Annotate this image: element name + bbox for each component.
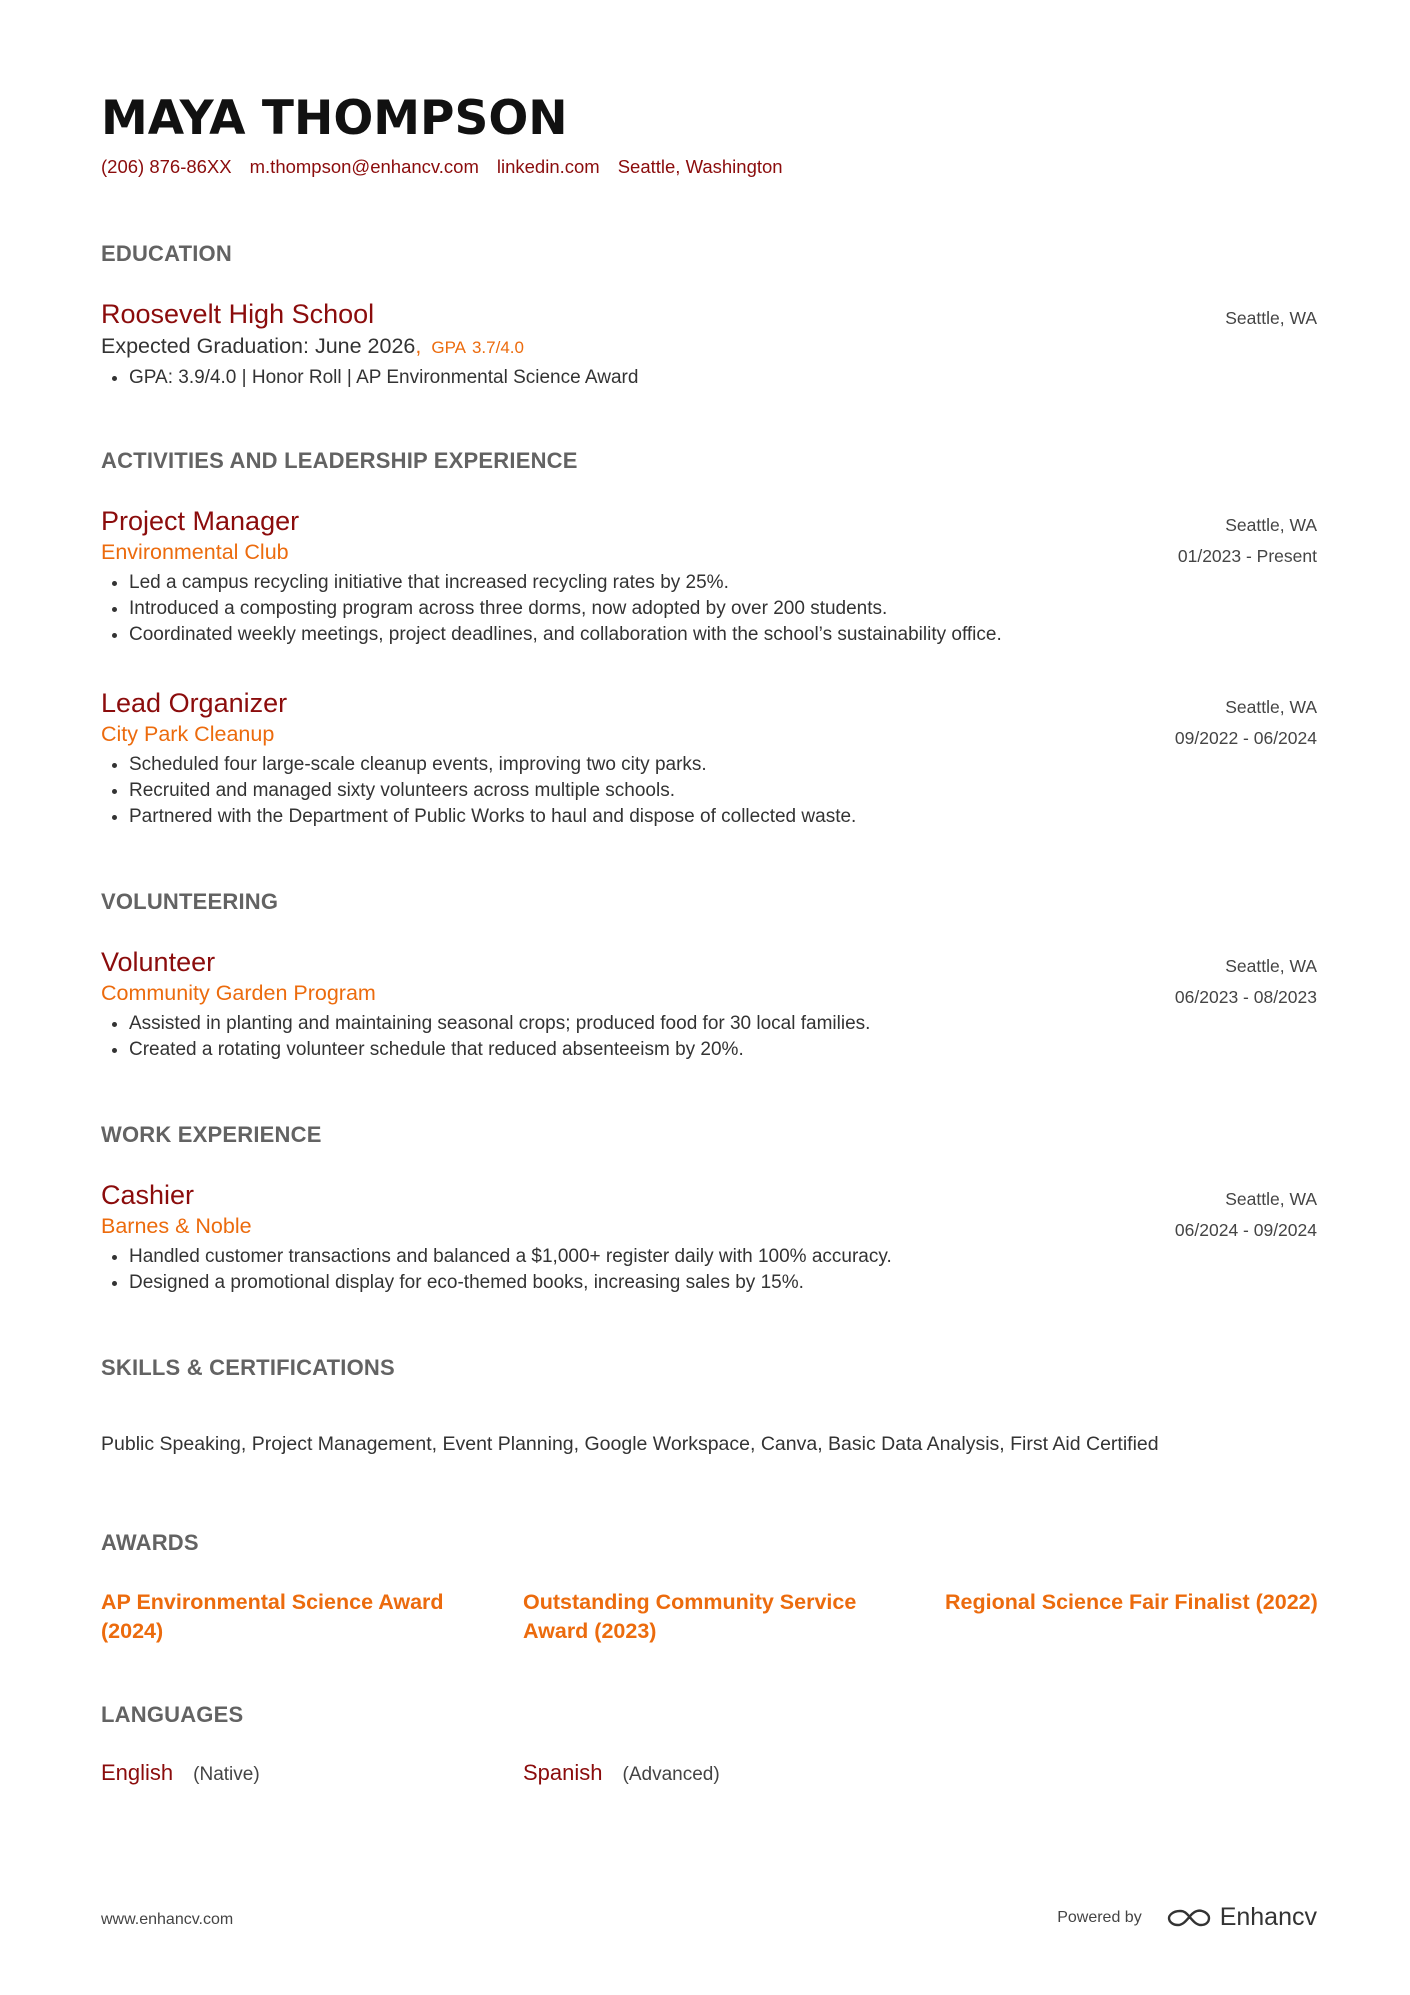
footer-website[interactable]: www.enhancv.com bbox=[101, 1911, 234, 1928]
list-item: • Introduced a composting program across three dorms, now adopted by over 200 students. bbox=[129, 596, 1317, 622]
list-item: • GPA: 3.9/4.0 | Honor Roll | AP Environmental Science Award bbox=[129, 365, 1317, 391]
skill-item: Basic Data Analysis, bbox=[828, 1433, 1011, 1455]
activity-entry bbox=[101, 686, 1317, 829]
award-item: AP Environmental Science Award (2024) bbox=[101, 1590, 444, 1643]
education-heading: EDUCATION bbox=[101, 241, 232, 266]
skill-item: Google Workspace, bbox=[584, 1433, 761, 1455]
skill-item: Project Management, bbox=[251, 1433, 443, 1455]
language-item bbox=[523, 1760, 945, 1786]
entry-dates: 06/2024 - 09/2024 bbox=[1174, 1220, 1317, 1240]
entry-dates: 01/2023 - Present bbox=[1177, 546, 1317, 566]
email-link[interactable]: m.thompson@enhancv.com bbox=[249, 156, 479, 177]
award-item: Outstanding Community Service Award (2023) bbox=[523, 1590, 857, 1643]
list-item: • Recruited and managed sixty volunteers across multiple schools. bbox=[129, 778, 1317, 804]
entry-meta bbox=[1175, 951, 1317, 1013]
entry-bullets bbox=[101, 1011, 1317, 1063]
language-name: Spanish bbox=[523, 1760, 603, 1785]
skill-item: Event Planning, bbox=[442, 1433, 585, 1455]
skills-heading: SKILLS & CERTIFICATIONS bbox=[101, 1355, 395, 1380]
role-title: Lead Organizer bbox=[101, 688, 288, 718]
entry-bullets bbox=[101, 570, 1317, 647]
language-item bbox=[101, 1760, 523, 1786]
education-bullets bbox=[101, 365, 1317, 391]
phone-link[interactable]: (206) 876-86XX bbox=[101, 156, 232, 177]
education-meta bbox=[1225, 303, 1317, 334]
entry-location: Seattle, WA bbox=[1225, 956, 1317, 976]
gpa-max: 4.0 bbox=[500, 338, 524, 357]
activity-entry bbox=[101, 504, 1317, 647]
organization-name: City Park Cleanup bbox=[101, 722, 275, 746]
awards-list bbox=[101, 1588, 1367, 1646]
organization-name: Community Garden Program bbox=[101, 981, 376, 1005]
school-name: Roosevelt High School bbox=[101, 299, 375, 329]
list-item: • Assisted in planting and maintaining seasonal crops; produced food for 30 local families. bbox=[129, 1011, 1317, 1037]
entry-location: Seattle, WA bbox=[1225, 1189, 1317, 1209]
education-entry bbox=[101, 297, 1317, 391]
entry-bullets bbox=[101, 752, 1317, 829]
entry-location: Seattle, WA bbox=[1225, 697, 1317, 717]
language-level: (Advanced) bbox=[622, 1764, 720, 1785]
enhancv-logo-icon bbox=[1166, 1906, 1212, 1930]
skill-item: Public Speaking, bbox=[101, 1433, 252, 1455]
footer-branding bbox=[1057, 1903, 1317, 1932]
skill-item: Canva, bbox=[760, 1433, 829, 1455]
organization-name: Environmental Club bbox=[101, 540, 289, 564]
work-heading: WORK EXPERIENCE bbox=[101, 1122, 322, 1147]
education-location: Seattle, WA bbox=[1225, 308, 1317, 328]
list-item: • Coordinated weekly meetings, project deadlines, and collaboration with the school’s sustainability office. bbox=[129, 622, 1317, 648]
entry-dates: 09/2022 - 06/2024 bbox=[1174, 728, 1317, 748]
list-item: • Scheduled four large-scale cleanup events, improving two city parks. bbox=[129, 752, 1317, 778]
entry-meta bbox=[1178, 510, 1317, 572]
entry-location: Seattle, WA bbox=[1225, 515, 1317, 535]
brand-logo[interactable] bbox=[1166, 1903, 1317, 1932]
language-level: (Native) bbox=[193, 1764, 260, 1785]
list-item: • Partnered with the Department of Public Works to haul and dispose of collected waste. bbox=[129, 804, 1317, 830]
gpa-value: 3.7 bbox=[471, 338, 496, 357]
contact-row bbox=[101, 156, 783, 178]
list-item: • Handled customer transactions and balanced a $1,000+ register daily with 100% accuracy. bbox=[129, 1244, 1317, 1270]
organization-name: Barnes & Noble bbox=[101, 1214, 252, 1238]
graduation-line bbox=[101, 331, 1317, 363]
linkedin-link[interactable]: linkedin.com bbox=[496, 156, 600, 177]
work-entry bbox=[101, 1178, 1317, 1296]
skill-item: First Aid Certified bbox=[1010, 1433, 1159, 1455]
location-text: Seattle, Washington bbox=[617, 156, 783, 177]
language-name: English bbox=[101, 1760, 174, 1785]
gpa-label: GPA bbox=[431, 338, 466, 357]
gpa-comma: , bbox=[415, 334, 422, 358]
candidate-name: MAYA THOMPSON bbox=[101, 91, 568, 146]
graduation-text: Expected Graduation: June 2026 bbox=[101, 334, 416, 358]
role-title: Project Manager bbox=[101, 506, 300, 536]
entry-bullets bbox=[101, 1244, 1317, 1296]
activities-heading: ACTIVITIES AND LEADERSHIP EXPERIENCE bbox=[101, 448, 578, 473]
award-item: Regional Science Fair Finalist (2022) bbox=[945, 1590, 1318, 1614]
entry-dates: 06/2023 - 08/2023 bbox=[1174, 987, 1317, 1007]
resume-page bbox=[101, 0, 1317, 1995]
awards-heading: AWARDS bbox=[101, 1530, 199, 1555]
role-title: Volunteer bbox=[101, 947, 216, 977]
languages-heading: LANGUAGES bbox=[101, 1702, 244, 1727]
entry-meta bbox=[1175, 692, 1317, 754]
entry-meta bbox=[1175, 1184, 1317, 1246]
powered-by-text: Powered by bbox=[1057, 1908, 1142, 1926]
skills-list bbox=[101, 1433, 1159, 1456]
volunteering-heading: VOLUNTEERING bbox=[101, 889, 279, 914]
list-item: • Led a campus recycling initiative that increased recycling rates by 25%. bbox=[129, 570, 1317, 596]
list-item: • Created a rotating volunteer schedule that reduced absenteeism by 20%. bbox=[129, 1037, 1317, 1063]
role-title: Cashier bbox=[101, 1180, 195, 1210]
list-item: • Designed a promotional display for eco-themed books, increasing sales by 15%. bbox=[129, 1270, 1317, 1296]
volunteer-entry bbox=[101, 945, 1317, 1063]
languages-list bbox=[101, 1760, 945, 1786]
brand-name: Enhancv bbox=[1219, 1903, 1317, 1931]
gpa-separator: / bbox=[495, 338, 501, 357]
